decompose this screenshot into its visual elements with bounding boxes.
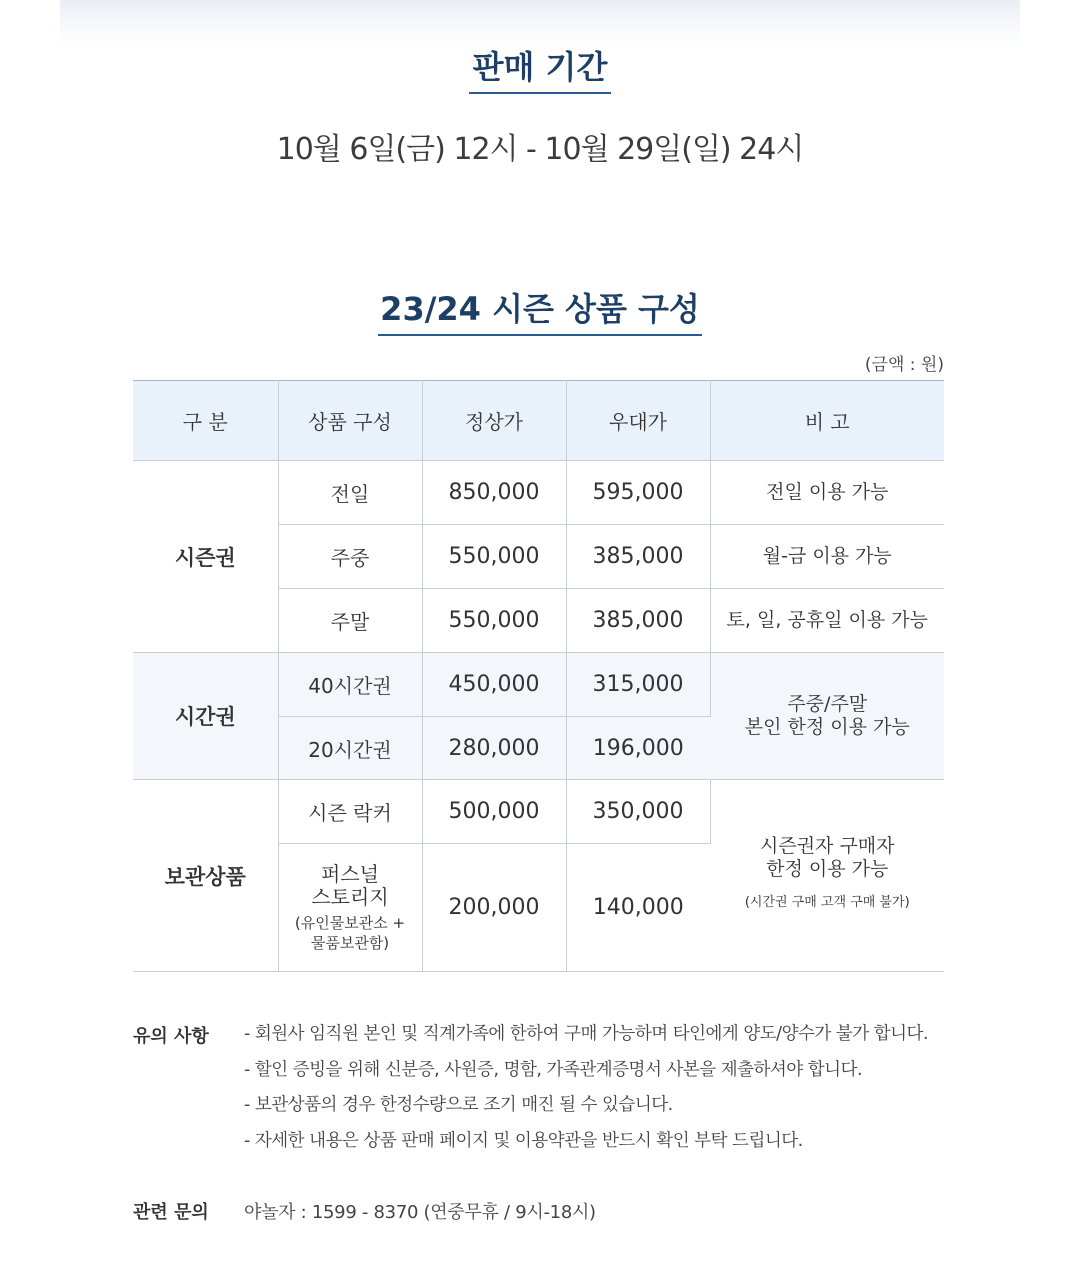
table-row [133, 780, 944, 844]
table-header-row [133, 381, 944, 461]
discount-price: 140,000 [566, 844, 710, 972]
table-row [133, 461, 944, 525]
regular-price: 200,000 [422, 844, 566, 972]
product-name: 시즌 락커 [278, 780, 422, 844]
currency-unit-note: (금액 : 원) [864, 355, 944, 375]
sale-period-text: 10월 6일(금) 12시 - 10월 29일(일) 24시 [276, 132, 804, 167]
product-sub-note [279, 913, 422, 953]
caution-item: - 회원사 임직원 본인 및 직계가족에 한하여 구매 가능하며 타인에게 양도/양수가 불가 합니다. [244, 1024, 929, 1044]
remark-line: 주중/주말 [787, 693, 868, 715]
remark-line: 본인 한정 이용 가능 [744, 716, 910, 738]
column-header-discount-price: 우대가 [566, 381, 710, 461]
product-sub-note-line: 물품보관함) [310, 933, 390, 952]
remark: 월-금 이용 가능 [710, 525, 944, 589]
remark-line: 시즌권자 구매자 [759, 835, 895, 857]
caution-label: 유의 사항 [133, 1026, 209, 1047]
regular-price: 500,000 [422, 780, 566, 844]
remark-line: 한정 이용 가능 [766, 858, 889, 880]
remark-restriction-note: (시간권 구매 고객 구매 불가) [744, 895, 910, 910]
regular-price: 450,000 [422, 653, 566, 717]
product-name: 주말 [278, 589, 422, 653]
product-name: 전일 [278, 461, 422, 525]
product-name-line: 스토리지 [311, 884, 389, 909]
product-name: 40시간권 [278, 653, 422, 717]
category-time-pass: 시간권 [133, 653, 278, 780]
product-name-personal-storage [278, 844, 422, 972]
contact-info: 야놀자 : 1599 - 8370 (연중무휴 / 9시-18시) [244, 1202, 596, 1223]
discount-price: 595,000 [566, 461, 710, 525]
regular-price: 280,000 [422, 717, 566, 780]
regular-price: 550,000 [422, 525, 566, 589]
caution-item: - 할인 증빙을 위해 신분증, 사원증, 명함, 가족관계증명서 사본을 제출하셔야 합니다. [244, 1059, 863, 1080]
product-name-line: 퍼스널 [321, 861, 379, 886]
category-season-pass: 시즌권 [133, 461, 278, 653]
contact-label: 관련 문의 [133, 1202, 209, 1223]
category-storage: 보관상품 [133, 780, 278, 972]
caution-list [244, 1022, 928, 1164]
column-header-product: 상품 구성 [278, 381, 422, 461]
discount-price: 385,000 [566, 525, 710, 589]
product-sub-note-line: (유인물보관소 + [294, 913, 406, 932]
product-name: 20시간권 [278, 717, 422, 780]
remark-storage [710, 780, 944, 972]
regular-price: 850,000 [422, 461, 566, 525]
remark: 토, 일, 공휴일 이용 가능 [710, 589, 944, 653]
remark-time-pass [710, 653, 944, 780]
discount-price: 350,000 [566, 780, 710, 844]
column-header-regular-price: 정상가 [422, 381, 566, 461]
remark: 전일 이용 가능 [710, 461, 944, 525]
column-header-remarks: 비 고 [710, 381, 944, 461]
sale-period-heading [0, 42, 1080, 94]
caution-item: - 자세한 내용은 상품 판매 페이지 및 이용약관을 반드시 확인 부탁 드립니다. [244, 1130, 803, 1151]
top-background-texture [60, 0, 1020, 48]
caution-item: - 보관상품의 경우 한정수량으로 조기 매진 될 수 있습니다. [244, 1095, 673, 1115]
product-table [133, 380, 944, 972]
product-name: 주중 [278, 525, 422, 589]
column-header-category: 구 분 [133, 381, 278, 461]
discount-price: 196,000 [566, 717, 710, 780]
regular-price: 550,000 [422, 589, 566, 653]
discount-price: 385,000 [566, 589, 710, 653]
product-composition-heading [0, 284, 1080, 336]
product-composition-heading-text: 23/24 시즌 상품 구성 [378, 284, 702, 336]
table-row [133, 653, 944, 717]
sale-period-heading-text: 판매 기간 [469, 42, 612, 94]
discount-price: 315,000 [566, 653, 710, 717]
